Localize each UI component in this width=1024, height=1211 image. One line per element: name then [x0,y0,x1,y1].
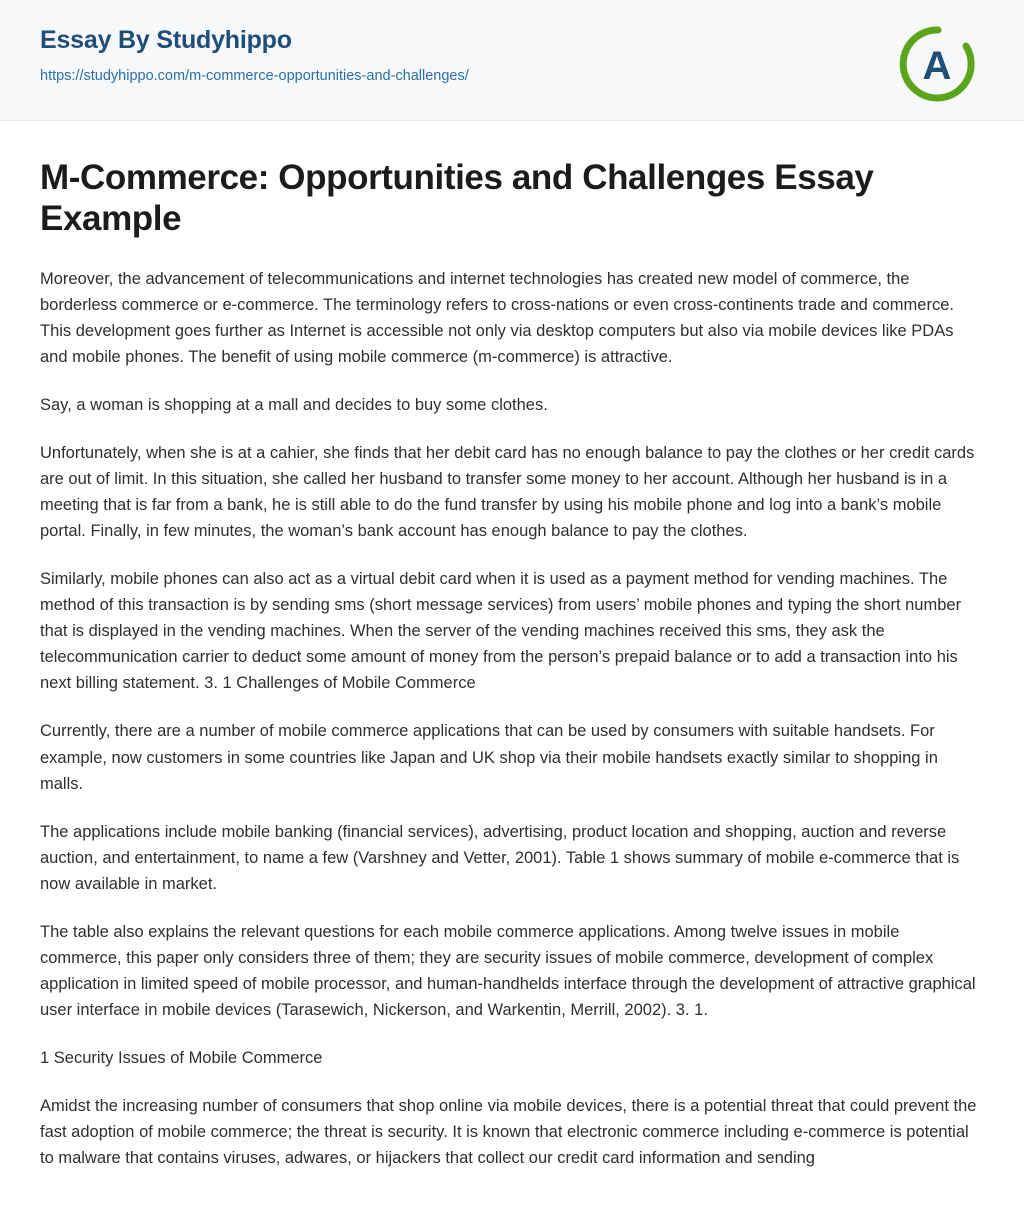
svg-text:A: A [922,44,952,88]
paragraph: 1 Security Issues of Mobile Commerce [40,1049,323,1068]
site-brand-title: Essay By Studyhippo [40,26,292,54]
studyhippo-circle-a-logo-icon [896,22,980,106]
paragraph: Amidst the increasing number of consumers that shop online via mobile devices, there is a potential threat that could prevent the fast adoption of mobile commerce; the threat is security. It is known that electronic commerce including e-commerce is potential to malware that contains viruses, adwares, or hijackers that collect our credit card information and sending [40,1097,977,1168]
article-url-link[interactable]: https://studyhippo.com/m-commerce-opportunities-and-challenges/ [40,68,469,84]
paragraph: The table also explains the relevant questions for each mobile commerce applications. Among twelve issues in mobile commerce, this paper only considers three of them; they are security issues of mobile commerce, development of complex application in limited speed of mobile processor, and human-handhelds interface through the development of attractive graphical user interface in mobile devices (Tarasewich, Nickerson, and Warkentin, Merrill, 2002). 3. 1. [40,922,976,1020]
article-body [0,121,1024,1211]
paragraph: Moreover, the advancement of telecommunications and internet technologies has created new model of commerce, the borderless commerce or e-commerce. The terminology refers to cross-nations or even cross-continents trade and commerce. This development goes further as Internet is accessible not only via desktop computers but also via mobile devices like PDAs and mobile phones. The benefit of using mobile commerce (m-commerce) is attractive. [40,269,954,366]
paragraph: Say, a woman is shopping at a mall and decides to buy some clothes. [40,395,548,414]
paragraph: The applications include mobile banking (financial services), advertising, product location and shopping, auction and reverse auction, and entertainment, to name a few (Varshney and Vetter, 2001). Table 1 shows summary of mobile e-commerce that is now available in market. [40,822,960,893]
paragraph: Currently, there are a number of mobile commerce applications that can be used by consumers with suitable handsets. For example, now customers in some countries like Japan and UK shop via their mobile handsets exactly similar to shopping in malls. [40,722,938,793]
brand-block [40,28,469,84]
site-header [0,0,1024,121]
paragraph: Similarly, mobile phones can also act as a virtual debit card when it is used as a payment method for vending machines. The method of this transaction is by sending sms (short message services) from users’ mobile phones and typing the short number that is displayed in the vending machines. When the server of the vending machines received this sms, they ask the telecommunication carrier to deduct some amount of money from the person’s prepaid balance or to add a transaction into his next billing statement. 3. 1 Challenges of Mobile Commerce [40,570,962,693]
paragraph: Unfortunately, when she is at a cahier, she finds that her debit card has no enough balance to pay the clothes or her credit cards are out of limit. In this situation, she called her husband to transfer some money to her account. Although her husband is in a meeting that is far from a bank, he is still able to do the fund transfer by using his mobile phone and log into a bank’s mobile portal. Finally, in few minutes, the woman’s bank account has enough balance to pay the clothes. [40,443,975,541]
page-title: M-Commerce: Opportunities and Challenges Essay Example [40,158,874,239]
